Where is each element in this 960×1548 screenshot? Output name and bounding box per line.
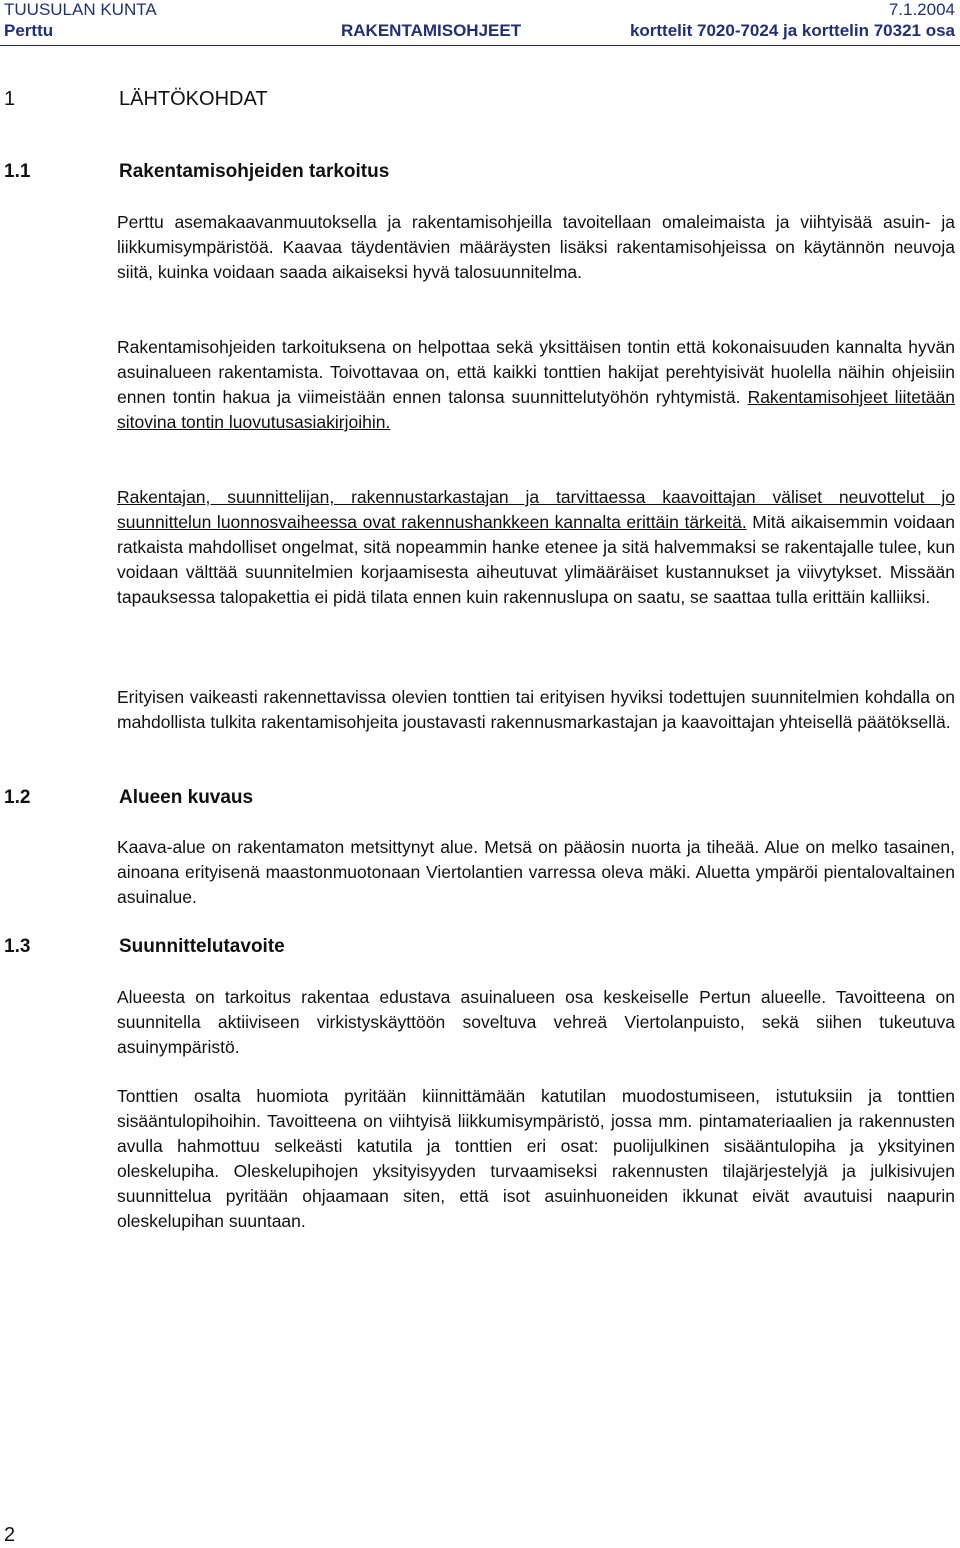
paragraph: Kaava-alue on rakentamaton metsittynyt alue. Metsä on pääosin nuorta ja tiheää. Alue on melko tasainen, ainoana erityisenä maastonmuotonaan Viertolantien varressa oleva mäki. Aluetta ympäröi pientalovaltainen asuinalue. [117,837,955,907]
paragraph-text: Mitä aikaisemmin voidaan ratkaista mahdolliset ongelmat, sitä nopeammin hanke etenee ja sitä halvemmaksi se rakentajalle tulee, kun voidaan välttää suunnitelmien korjaamisesta aiheutuvat ylimääräiset kustannukset ja viivytykset. Missään tapauksessa talopakettia ei pidä tilata ennen kuin rakennuslupa on saatu, se saattaa tulla erittäin kalliiksi. [117,512,955,607]
header-document-title: RAKENTAMISOHJEET [341,21,522,40]
section-1-2-heading [4,786,504,810]
paragraph: Tonttien osalta huomiota pyritään kiinnittämään katutilan muodostumiseen, istutuksiin ja tonttien sisääntulopihoihin. Tavoitteena on viihtyisä liikkumisympäristö, jossa mm. pintamateriaalien ja rakennusten avulla hahmottuu selkeästi katutila ja tonttien eri osat: puolijulkinen sisääntulopiha ja yksityinen oleskelupiha. Oleskelupihojen yksityisyyden turvaamiseksi rakennusten tilajärjestelyjä ja julkisivujen suunnittelua pyritään ohjaamaan siten, että isot asuinhuoneiden ikkunat eivät avautuisi naapurin oleskelupihan suuntaan. [117,1086,955,1231]
paragraph: Perttu asemakaavanmuutoksella ja rakentamisohjeilla tavoitellaan omaleimaista ja viihtyisää asuin- ja liikkumisympäristöä. Kaavaa täydentävien määräysten lisäksi rakentamisohjeissa on käytännön neuvoja siitä, kuinka voidaan saada aikaiseksi hyvä talosuunnitelma. [117,212,955,282]
section-title: Alueen kuvaus [119,787,254,808]
page-number: 2 [4,1524,16,1546]
header-organization: TUUSULAN KUNTA [4,0,157,19]
paragraph: Alueesta on tarkoitus rakentaa edustava asuinalueen osa keskeiselle Pertun alueelle. Tavoitteena on suunnitella aktiiviseen virkistyskäyttöön soveltuva vehreä Viertolanpuisto, sekä siihen tukeutuva asuinympäristö. [117,987,955,1057]
section-title: LÄHTÖKOHDAT [119,88,268,110]
header-blocks: korttelit 7020-7024 ja korttelin 70321 osa [629,21,955,40]
section-number: 1.2 [4,787,31,808]
underlined-text: Rakentamisohjeet liitetään sitovina tontin luovutusasiakirjoihin. [117,387,955,432]
header-date: 7.1.2004 [888,0,955,19]
section-title: Suunnittelutavoite [119,936,285,957]
section-number: 1.3 [4,936,31,957]
section-1-1-heading [4,160,504,184]
underlined-text: Rakentajan, suunnittelijan, rakennustarkastajan ja tarvittaessa kaavoittajan väliset neuvottelut jo suunnittelun luonnosvaiheessa ovat rakennushankkeen kannalta erittäin tärkeitä. [117,487,955,532]
section-number: 1.1 [4,161,31,182]
section-number: 1 [4,88,16,110]
header-divider [0,45,960,46]
header-place: Perttu [4,21,54,40]
paragraph: Erityisen vaikeasti rakennettavissa olevien tonttien tai erityisen hyviksi todettujen suunnitelmien kohdalla on mahdollista tulkita rakentamisohjeita joustavasti rakennusmarkastajan ja kaavoittajan yhteisellä päätöksellä. [117,687,955,732]
paragraph [117,335,955,435]
paragraph [117,485,955,610]
section-title: Rakentamisohjeiden tarkoitus [119,161,390,182]
section-1-3-heading [4,935,504,959]
paragraph-text: Rakentamisohjeiden tarkoituksena on helpottaa sekä yksittäisen tontin että kokonaisuuden kannalta hyvän asuinalueen rakentamista. Toivottavaa on, että kaikki tonttien hakijat perehtyisivät huolella näihin ohjeisiin ennen tontin hakua ja viimeistään ennen talonsa suunnittelutyöhön ryhtymistä. [117,337,955,407]
section-1-heading [4,87,404,111]
